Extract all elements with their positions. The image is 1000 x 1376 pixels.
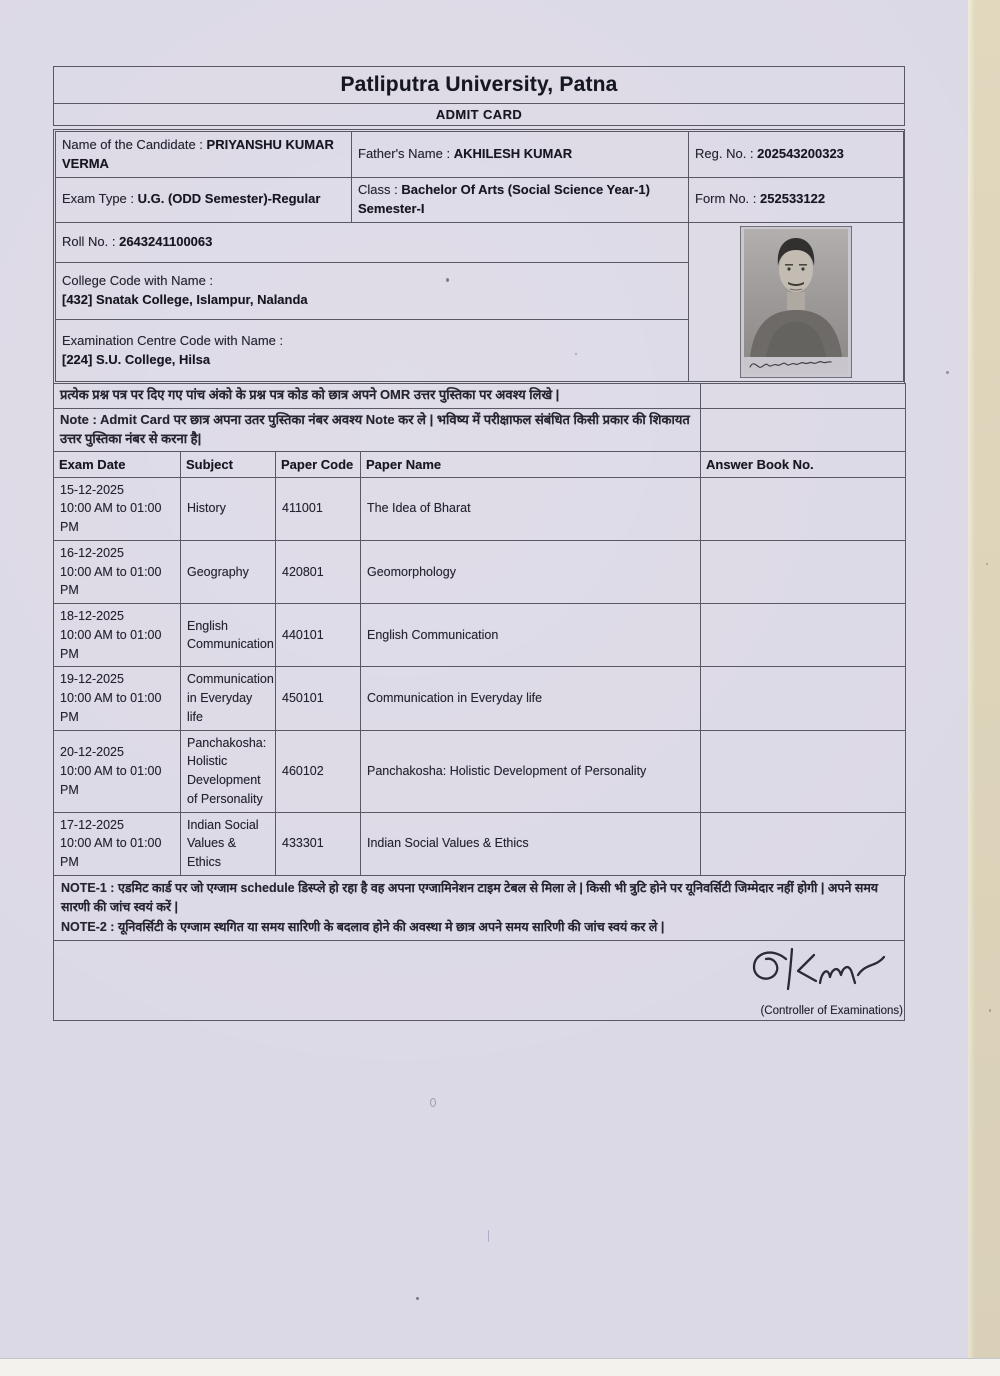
schedule-header-row	[54, 451, 906, 477]
schedule-row	[54, 812, 906, 875]
scanner-edge-right	[968, 0, 1000, 1376]
photo-cell	[689, 222, 904, 381]
exam-time: 10:00 AM to 01:00 PM	[60, 501, 162, 535]
subject-cell: Communication in Everyday life	[181, 667, 276, 730]
exam-type-value: U.G. (ODD Semester)-Regular	[137, 191, 321, 207]
exam-time: 10:00 AM to 01:00 PM	[60, 836, 162, 870]
paper-code-cell: 433301	[276, 812, 361, 875]
answer-book-cell	[701, 540, 906, 603]
college-label: College Code with Name :	[62, 273, 214, 289]
dust-speck	[416, 1297, 419, 1300]
subject-cell: Geography	[181, 540, 276, 603]
instruction-line-2: Note : Admit Card पर छात्र अपना उतर पुस्तिका नंबर अवश्य Note कर ले | भविष्य में परीक्षाफल संबंधित किसी प्रकार की शिकायत उत्तर पुस्तिका नंबर से करना है|	[54, 408, 701, 451]
controller-caption: (Controller of Examinations)	[760, 1005, 903, 1018]
exam-time: 10:00 AM to 01:00 PM	[60, 627, 162, 661]
dust-speck	[430, 1098, 436, 1107]
candidate-photo	[740, 226, 852, 378]
exam-date: 17-12-2025	[60, 817, 124, 832]
exam-time: 10:00 AM to 01:00 PM	[60, 691, 162, 724]
class-label: Class :	[358, 182, 398, 197]
dust-speck	[989, 1009, 991, 1012]
exam-date: 15-12-2025	[60, 482, 124, 497]
exam-time: 10:00 AM to 01:00 PM	[60, 564, 162, 598]
instruction-line-1: प्रत्येक प्रश्न पत्र पर दिए गए पांच अंको के प्रश्न पत्र कोड को छात्र अपने OMR उत्तर पुस्तिका पर अवश्य लिखे |	[54, 383, 701, 408]
schedule-row	[54, 540, 906, 603]
class-cell	[352, 178, 689, 223]
reg-no-value: 202543200323	[757, 146, 844, 162]
dust-speck	[986, 563, 988, 565]
answer-book-cell	[701, 477, 906, 540]
father-name-label: Father's Name :	[358, 146, 451, 162]
form-no-label: Form No. :	[695, 191, 757, 207]
candidate-name-cell	[56, 132, 352, 178]
answer-book-cell	[701, 667, 906, 730]
paper-name-cell: Indian Social Values & Ethics	[361, 812, 701, 875]
university-title: Patliputra University, Patna	[340, 73, 618, 96]
instruction-spacer-cell	[701, 383, 906, 408]
college-cell	[56, 263, 689, 320]
form-no-value: 252533122	[760, 191, 826, 207]
paper-name-cell: Communication in Everyday life	[361, 667, 701, 730]
roll-no-value: 2643241100063	[119, 234, 213, 250]
note-2: NOTE-2 : यूनिवर्सिटी के एग्जाम स्थगित या समय सारिणी के बदलाव होने की अवस्था मे छात्र अपने समय सारिणी की जांच स्वयं कर ले |	[61, 919, 665, 934]
candidate-info-section	[53, 129, 905, 384]
paper-name-cell: Geomorphology	[361, 540, 701, 603]
pen-mark	[488, 1230, 489, 1242]
instructions-section	[53, 383, 906, 452]
exam-date-cell	[54, 812, 181, 875]
col-paper-name: Paper Name	[361, 451, 701, 477]
centre-cell	[56, 320, 689, 381]
photo-signature-strip	[744, 357, 848, 374]
col-answer-book: Answer Book No.	[701, 451, 906, 477]
paper-code-cell: 440101	[276, 604, 361, 667]
schedule-body	[54, 477, 906, 875]
roll-no-cell	[56, 222, 689, 263]
col-paper-code: Paper Code	[276, 451, 361, 477]
reg-no-cell	[689, 132, 904, 178]
notes-section	[53, 875, 905, 941]
page-bottom-edge	[0, 1358, 1000, 1376]
paper-name-cell: Panchakosha: Holistic Development of Personality	[361, 730, 701, 812]
schedule-row	[54, 730, 906, 812]
schedule-row	[54, 477, 906, 540]
paper-code-cell: 411001	[276, 477, 361, 540]
paper-code-cell: 420801	[276, 540, 361, 603]
subject-cell: Indian Social Values & Ethics	[181, 812, 276, 875]
father-name-value: AKHILESH KUMAR	[453, 146, 573, 162]
exam-schedule-table	[53, 451, 906, 876]
exam-date: 18-12-2025	[60, 609, 124, 624]
exam-type-label: Exam Type :	[62, 191, 135, 207]
schedule-row	[54, 604, 906, 667]
admit-card-document	[53, 66, 905, 1021]
signature-section	[53, 940, 905, 1021]
college-value: [432] Snatak College, Islampur, Nalanda	[62, 292, 308, 308]
exam-date-cell	[54, 667, 181, 730]
exam-type-cell	[56, 178, 352, 223]
col-exam-date: Exam Date	[54, 451, 181, 477]
class-value: Bachelor Of Arts (Social Science Year-1) Semester-I	[358, 182, 650, 216]
centre-value: [224] S.U. College, Hilsa	[62, 351, 211, 367]
dust-speck	[946, 371, 949, 374]
candidate-name-value: PRIYANSHU KUMAR VERMA	[62, 136, 334, 171]
exam-date-cell	[54, 604, 181, 667]
paper-name-cell: English Communication	[361, 604, 701, 667]
centre-label: Examination Centre Code with Name :	[62, 332, 284, 348]
father-name-cell	[352, 132, 689, 178]
exam-date: 16-12-2025	[60, 545, 124, 560]
instruction-spacer-cell	[701, 408, 906, 451]
paper-code-cell: 460102	[276, 730, 361, 812]
exam-date: 20-12-2025	[60, 745, 124, 760]
title-bar	[53, 66, 905, 104]
answer-book-cell	[701, 812, 906, 875]
subject-cell: English Communication	[181, 604, 276, 667]
controller-signature	[742, 945, 892, 999]
admit-card-heading: ADMIT CARD	[435, 107, 523, 122]
admit-card-bar	[53, 103, 905, 126]
exam-date-cell	[54, 477, 181, 540]
subject-cell: Panchakosha: Holistic Development of Personality	[181, 730, 276, 812]
answer-book-cell	[701, 604, 906, 667]
schedule-row	[54, 667, 906, 730]
form-no-cell	[689, 178, 904, 223]
subject-cell: History	[181, 477, 276, 540]
paper-name-cell: The Idea of Bharat	[361, 477, 701, 540]
exam-date: 19-12-2025	[60, 672, 124, 687]
col-subject: Subject	[181, 451, 276, 477]
exam-time: 10:00 AM to 01:00 PM	[60, 763, 162, 797]
exam-date-cell	[54, 730, 181, 812]
note-1: NOTE-1 : एडमिट कार्ड पर जो एग्जाम schedule डिस्प्ले हो रहा है वह अपना एग्जामिनेशन टाइम टेबल से मिला ले | किसी भी त्रुटि होने पर यूनिवर्सिटी जिम्मेदार नहीं होगी | अपने समय सारणी की जांच स्वयं करें |	[61, 880, 879, 915]
answer-book-cell	[701, 730, 906, 812]
candidate-name-label: Name of the Candidate :	[62, 136, 203, 152]
exam-date-cell	[54, 540, 181, 603]
paper-code-cell: 450101	[276, 667, 361, 730]
roll-no-label: Roll No. :	[62, 234, 116, 250]
reg-no-label: Reg. No. :	[695, 146, 754, 162]
